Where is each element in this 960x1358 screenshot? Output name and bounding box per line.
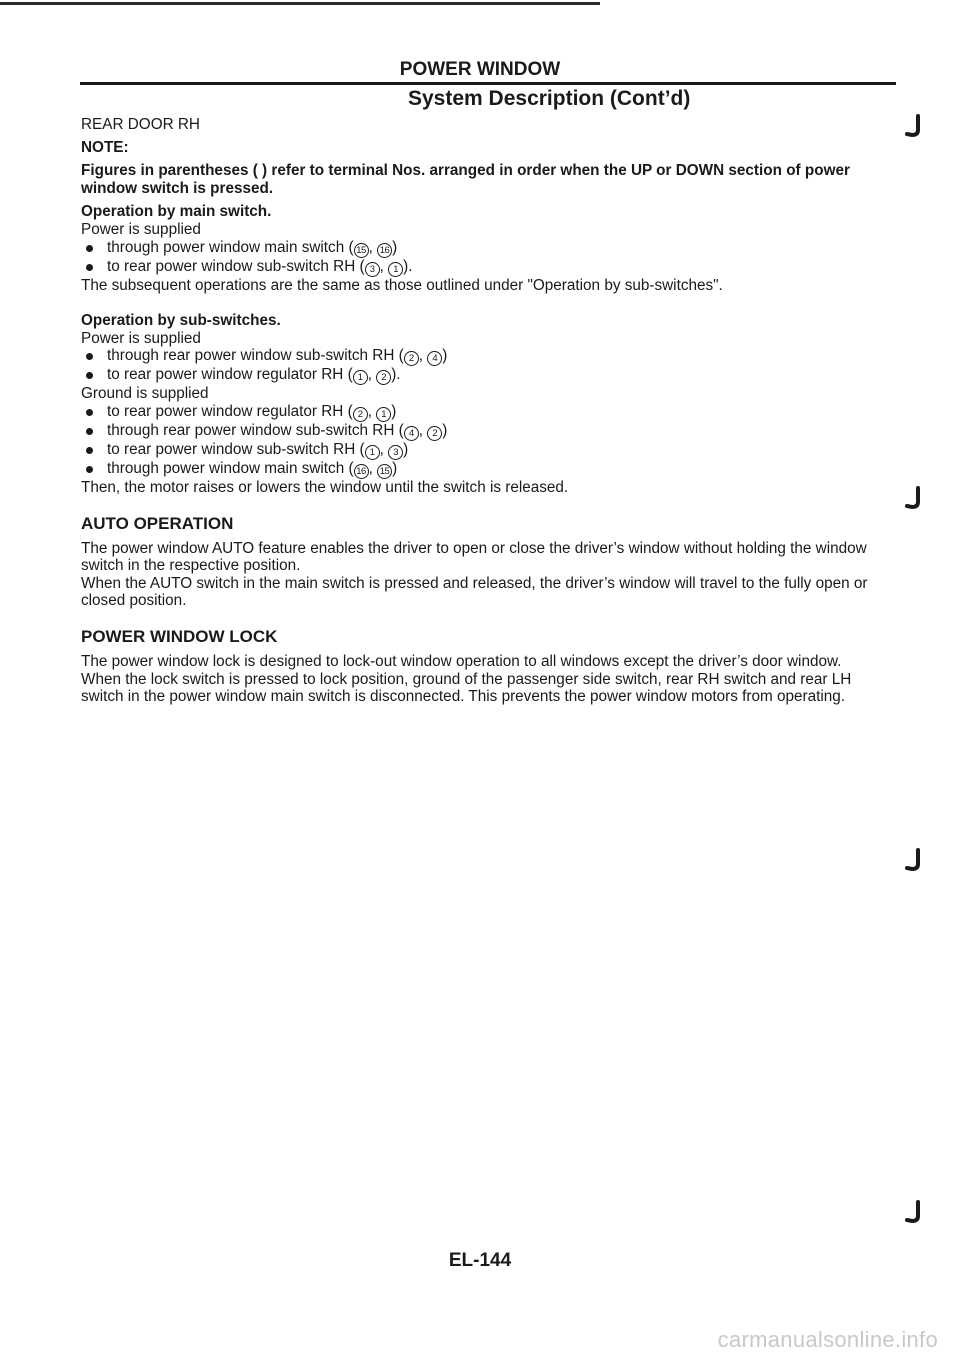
window-lock-paragraph: When the lock switch is pressed to lock position, ground of the passenger side switch, rear RH switch and rear LH switch in the power window main switch is disconnected. This prevents the power window motors from operating.: [81, 670, 852, 706]
binding-hook-icon: [903, 114, 925, 138]
terminal-number: 2: [404, 351, 419, 366]
sub-switch-ground-intro: Ground is supplied: [81, 385, 209, 403]
sub-switch-title: Operation by sub-switches.: [81, 312, 281, 330]
auto-operation-title: AUTO OPERATION: [81, 513, 234, 533]
bullet-icon: [86, 428, 93, 435]
bullet-icon: [86, 409, 93, 416]
main-switch-intro: Power is supplied: [81, 220, 201, 238]
list-item: through power window main switch ( 15 , 16 ): [81, 239, 896, 258]
terminal-number: 16: [354, 464, 369, 479]
document-body: [81, 116, 896, 706]
sub-switch-closing: Then, the motor raises or lowers the window until the switch is released.: [81, 478, 569, 496]
top-scan-rule: [0, 2, 600, 5]
terminal-number: 3: [365, 262, 380, 277]
terminal-number: 4: [427, 351, 442, 366]
page-number: EL-144: [448, 1250, 512, 1271]
bullet-icon: [86, 353, 93, 360]
watermark: carmanualsonline.info: [717, 1327, 938, 1352]
list-item: through rear power window sub-switch RH ( 4 , 2 ): [81, 422, 896, 441]
page-title: POWER WINDOW: [399, 59, 561, 80]
terminal-number: 2: [353, 407, 368, 422]
auto-operation-paragraph: When the AUTO switch in the main switch is pressed and released, the driver’s window will travel to the fully open or closed position.: [81, 574, 868, 610]
bullet-icon: [86, 245, 93, 252]
header-rule: [80, 82, 896, 85]
terminal-number: 15: [377, 464, 392, 479]
main-switch-title: Operation by main switch.: [81, 203, 272, 221]
terminal-number: 1: [376, 407, 391, 422]
terminal-number: 15: [354, 243, 369, 258]
window-lock-paragraph: The power window lock is designed to lock-out window operation to all windows except the driver’s door window.: [81, 652, 842, 670]
list-item: through power window main switch ( 16 , 15 ): [81, 460, 896, 479]
bullet-icon: [86, 264, 93, 271]
bullet-icon: [86, 466, 93, 473]
window-lock-title: POWER WINDOW LOCK: [81, 626, 278, 646]
note-label: NOTE:: [81, 138, 129, 156]
terminal-number: 2: [427, 426, 442, 441]
terminal-number: 3: [388, 445, 403, 460]
terminal-number: 4: [404, 426, 419, 441]
terminal-number: 1: [353, 370, 368, 385]
main-switch-closing: The subsequent operations are the same as those outlined under "Operation by sub-switches".: [81, 276, 723, 294]
terminal-number: 1: [388, 262, 403, 277]
binding-hook-icon: [903, 848, 925, 872]
bullet-icon: [86, 447, 93, 454]
note-text: Figures in parentheses ( ) refer to terminal Nos. arranged in order when the UP or DOWN section of power window switch is pressed.: [81, 162, 850, 197]
binding-hook-icon: [903, 1200, 925, 1224]
page-subtitle: System Description (Cont’d): [408, 87, 691, 110]
terminal-number: 16: [377, 243, 392, 258]
terminal-number: 2: [376, 370, 391, 385]
terminal-number: 1: [365, 445, 380, 460]
list-item: through rear power window sub-switch RH ( 2 , 4 ): [81, 347, 896, 366]
binding-hook-icon: [903, 486, 925, 510]
list-item: to rear power window regulator RH ( 1 , 2 ).: [81, 366, 896, 385]
list-item: to rear power window regulator RH ( 2 , 1 ): [81, 403, 896, 422]
sub-switch-power-intro: Power is supplied: [81, 329, 201, 347]
list-item: to rear power window sub-switch RH ( 1 , 3 ): [81, 441, 896, 460]
list-item: to rear power window sub-switch RH ( 3 , 1 ).: [81, 258, 896, 277]
bullet-icon: [86, 372, 93, 379]
section-heading-rear-door: REAR DOOR RH: [81, 116, 200, 133]
auto-operation-paragraph: The power window AUTO feature enables the driver to open or close the driver’s window without holding the window switch in the respective position.: [81, 539, 867, 575]
